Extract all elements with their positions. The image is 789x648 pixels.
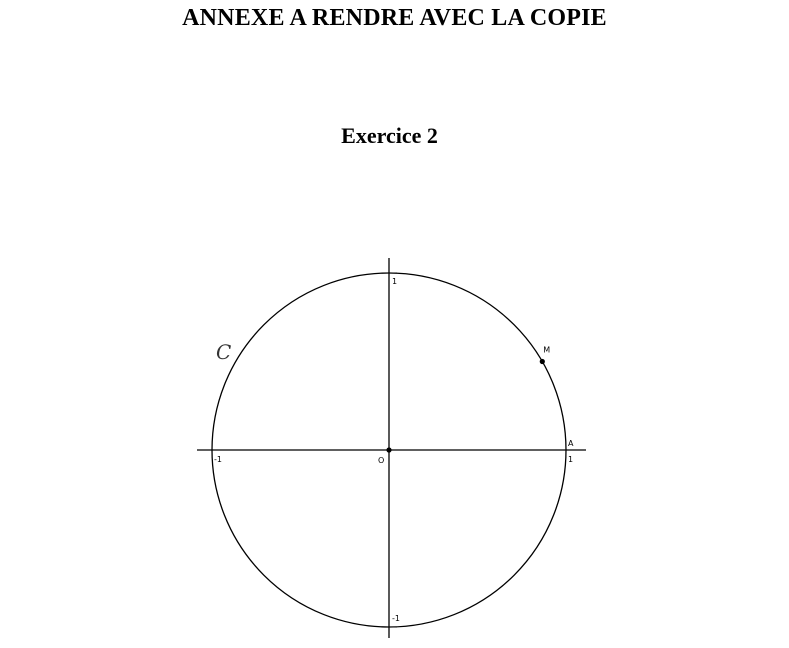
page-title: ANNEXE A RENDRE AVEC LA COPIE: [182, 5, 607, 31]
curve-label: C: [216, 340, 232, 364]
exercise-title: Exercice 2: [341, 123, 438, 148]
y-pos-tick-label: 1: [392, 277, 398, 286]
point-m-label: M: [543, 345, 551, 355]
y-neg-tick-label: -1: [392, 614, 400, 623]
point-m: [540, 359, 545, 364]
origin-point: [386, 447, 391, 452]
x-neg-tick-label: -1: [214, 455, 222, 464]
origin-label: O: [378, 456, 385, 465]
point-a-label: A: [568, 439, 574, 448]
x-pos-tick-label: 1: [568, 455, 574, 464]
